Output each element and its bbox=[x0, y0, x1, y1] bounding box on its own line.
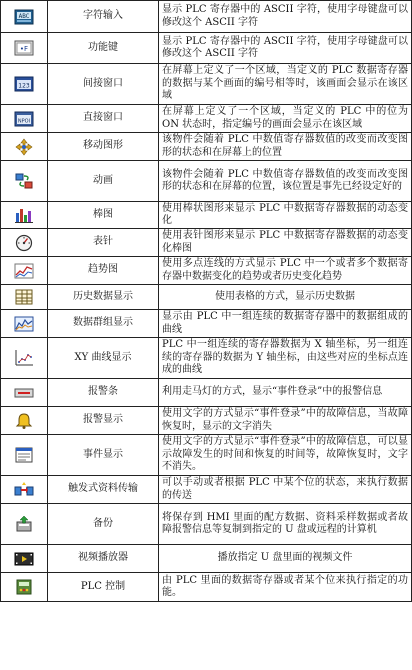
component-description: 播放指定 U 盘里面的视频文件 bbox=[159, 545, 412, 573]
component-name: 趋势图 bbox=[48, 257, 159, 285]
animation-icon bbox=[14, 172, 34, 190]
video-player-icon bbox=[14, 550, 34, 568]
history-display-icon bbox=[14, 288, 34, 306]
component-description: 使用棒状图形来显示 PLC 中数据寄存器数据的动态变化 bbox=[159, 202, 412, 229]
component-description: 使用文字的方式显示“事件登录”中的故障信息，当故障恢复时，显示的文字消失 bbox=[159, 407, 412, 435]
table-row bbox=[1, 161, 412, 202]
plc-control-icon bbox=[14, 578, 34, 596]
component-name: 表针 bbox=[48, 229, 159, 257]
alarm-display-icon bbox=[14, 412, 34, 430]
component-description: 在屏幕上定义了一个区域，当定义的 PLC 数据寄存器的数据与某个画面的编号相等时，该画面会显示在该区域 bbox=[159, 64, 412, 105]
component-name: 棒图 bbox=[48, 202, 159, 229]
component-description: 使用表格的方式，显示历史数据 bbox=[159, 285, 412, 310]
component-description: 在屏幕上定义了一个区域，当定义的 PLC 中的位为 ON 状态时，指定编号的画面会显示在该区域 bbox=[159, 105, 412, 133]
component-name: XY 曲线显示 bbox=[48, 338, 159, 379]
component-name: 间接窗口 bbox=[48, 64, 159, 105]
component-name: 触发式资料传输 bbox=[48, 476, 159, 504]
table-row bbox=[1, 310, 412, 338]
svg-text:123: 123 bbox=[18, 82, 30, 90]
backup-icon bbox=[14, 515, 34, 533]
component-description: 显示由 PLC 中一组连续的数据寄存器中的数据组成的曲线 bbox=[159, 310, 412, 338]
data-group-icon bbox=[14, 315, 34, 333]
table-row bbox=[1, 202, 412, 229]
trend-graph-icon bbox=[14, 262, 34, 280]
indirect-window-icon bbox=[14, 75, 34, 93]
table-row bbox=[1, 133, 412, 161]
table-row bbox=[1, 285, 412, 310]
component-description: 使用表针图形来显示 PLC 中数据寄存器数据的动态变化棒图 bbox=[159, 229, 412, 257]
component-name: 报警显示 bbox=[48, 407, 159, 435]
xy-curve-icon bbox=[14, 349, 34, 367]
component-name: 数据群组显示 bbox=[48, 310, 159, 338]
svg-text:ABC: ABC bbox=[18, 12, 30, 20]
component-name: 直接窗口 bbox=[48, 105, 159, 133]
component-name: 事件显示 bbox=[48, 435, 159, 476]
component-name: 字符输入 bbox=[48, 1, 159, 33]
table-row bbox=[1, 476, 412, 504]
table-row bbox=[1, 379, 412, 407]
function-key-icon bbox=[14, 39, 34, 57]
component-name: 报警条 bbox=[48, 379, 159, 407]
meter-icon bbox=[14, 234, 34, 252]
component-description: 显示 PLC 寄存器中的 ASCII 字符，使用字母键盘可以修改这个 ASCII 字符 bbox=[159, 1, 412, 33]
table-row bbox=[1, 407, 412, 435]
trigger-transfer-icon bbox=[14, 481, 34, 499]
component-name: 移动图形 bbox=[48, 133, 159, 161]
component-name: PLC 控制 bbox=[48, 573, 159, 602]
component-name: 动画 bbox=[48, 161, 159, 202]
component-description: 使用多点连线的方式显示 PLC 中一个或者多个数据寄存器中数据变化的趋势或者历史变化趋势 bbox=[159, 257, 412, 285]
component-description: 将保存到 HMI 里面的配方数据、资料采样数据或者故障报警信息等复制到指定的 U 盘或远程的计算机 bbox=[159, 504, 412, 545]
table-row bbox=[1, 545, 412, 573]
table-row bbox=[1, 33, 412, 64]
table-row bbox=[1, 504, 412, 545]
component-description: 由 PLC 里面的数据寄存器或者某个位来执行指定的功能。 bbox=[159, 573, 412, 602]
table-row bbox=[1, 435, 412, 476]
table-row bbox=[1, 338, 412, 379]
component-description: 利用走马灯的方式，显示“事件登录”中的报警信息 bbox=[159, 379, 412, 407]
table-row bbox=[1, 1, 412, 33]
alarm-bar-icon bbox=[14, 384, 34, 402]
table-row bbox=[1, 257, 412, 285]
event-display-icon bbox=[14, 446, 34, 464]
bar-graph-icon bbox=[14, 206, 34, 224]
component-name: 视频播放器 bbox=[48, 545, 159, 573]
component-description: 显示 PLC 寄存器中的 ASCII 字符，使用字母键盘可以修改这个 ASCII 字符 bbox=[159, 33, 412, 64]
table-row bbox=[1, 573, 412, 602]
component-description: 可以手动或者根据 PLC 中某个位的状态，来执行数据的传送 bbox=[159, 476, 412, 504]
component-description: 该物件会随着 PLC 中数值寄存器数值的改变而改变图形的状态和在屏幕上的位置 bbox=[159, 133, 412, 161]
component-description: PLC 中一组连续的寄存器数据为 X 轴坐标，另一组连续的寄存器的数据为 Y 轴坐标，由这些对应的坐标点连成的曲线 bbox=[159, 338, 412, 379]
table-row bbox=[1, 229, 412, 257]
component-name: 备份 bbox=[48, 504, 159, 545]
component-description: 使用文字的方式显示“事件登录”中的故障信息，可以显示故障发生的时间和恢复的时间等，故障恢复时，文字不消失。 bbox=[159, 435, 412, 476]
component-description: 该物件会随着 PLC 中数值寄存器数值的改变而改变图形的状态和在屏幕的位置，该位置是事先已经设定好的 bbox=[159, 161, 412, 202]
direct-window-icon bbox=[14, 110, 34, 128]
svg-text:•F: •F bbox=[19, 45, 29, 53]
component-name: 历史数据显示 bbox=[48, 285, 159, 310]
component-name: 功能键 bbox=[48, 33, 159, 64]
table-row bbox=[1, 105, 412, 133]
moving-graphic-icon bbox=[14, 138, 34, 156]
table-row bbox=[1, 64, 412, 105]
svg-text:NPOI: NPOI bbox=[17, 118, 31, 124]
character-input-icon bbox=[14, 8, 34, 26]
